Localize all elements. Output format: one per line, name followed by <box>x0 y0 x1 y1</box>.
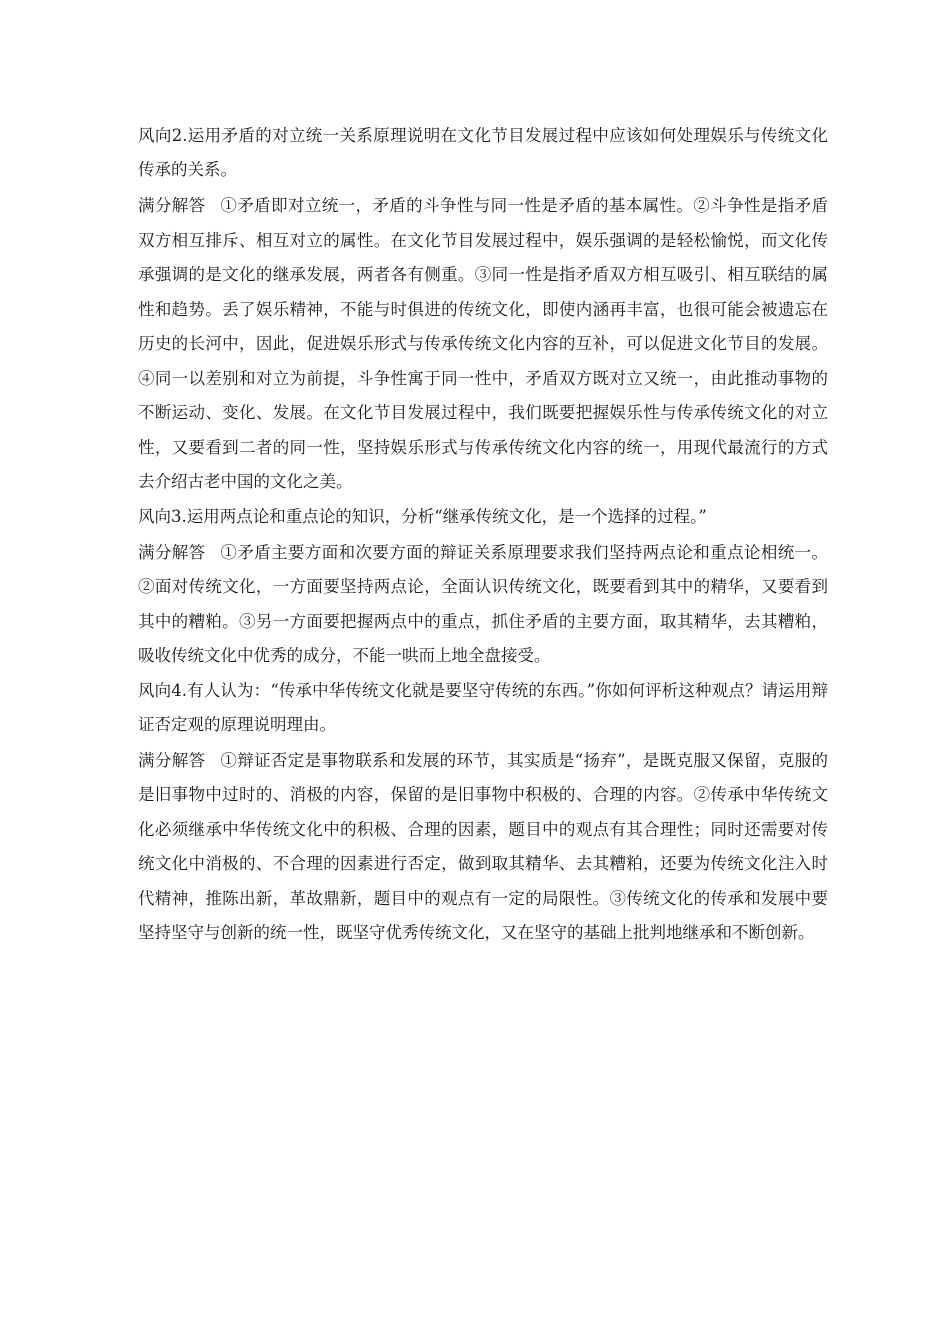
question-4: 风向4.有人认为：“传承中华传统文化就是要坚守传统的东西。”你如何评析这种观点？请运用辩证否定观的原理说明理由。 <box>138 680 828 734</box>
answer-label: 满分解答 <box>138 196 206 215</box>
answer-text: ①辩证否定是事物联系和发展的环节，其实质是“扬弃”，是既克服又保留，克服的是旧事物中过时的、消极的内容，保留的是旧事物中积极的、合理的内容。②传承中华传统文化必须继承中华传统文化中的积极、合理的因素，题目中的观点有其合理性；同时还需要对传统文化中消极的、不合理的因素进行否定，做到取其精华、去其糟粕，还要为传统文化注入时代精神，推陈出新，革故鼎新，题目中的观点有一定的局限性。③传统文化的传承和发展中要坚持坚守与创新的统一性，既坚守优秀传统文化，又在坚守的基础上批判地继承和不断创新。 <box>138 750 829 942</box>
answer-label: 满分解答 <box>138 542 206 562</box>
document-body <box>138 119 828 951</box>
answer-4 <box>138 744 828 951</box>
answer-text: ①矛盾主要方面和次要方面的辩证关系原理要求我们坚持两点论和重点论相统一。②面对传统文化，一方面要坚持两点论，全面认识传统文化，既要看到其中的精华，又要看到其中的糟粕。③另一方面要把握两点中的重点，抓住矛盾的主要方面，取其精华，去其糟粕，吸收传统文化中优秀的成分，不能一哄而上地全盘接受。 <box>138 542 829 665</box>
answer-text: ①矛盾即对立统一，矛盾的斗争性与同一性是矛盾的基本属性。②斗争性是指矛盾双方相互排斥、相互对立的属性。在文化节目发展过程中，娱乐强调的是轻松愉悦，而文化传承强调的是文化的继承发展，两者各有侧重。③同一性是指矛盾双方相互吸引、相互联结的属性和趋势。丢了娱乐精神，不能与时俱进的传统文化，即使内涵再丰富，也很可能会被遗忘在历史的长河中，因此，促进娱乐形式与传承传统文化内容的互补，可以促进文化节目的发展。④同一以差别和对立为前提，斗争性寓于同一性中，矛盾双方既对立又统一，由此推动事物的不断运动、变化、发展。在文化节目发展过程中，我们既要把握娱乐性与传承传统文化的对立性，又要看到二者的同一性，坚持娱乐形式与传承传统文化内容的统一，用现代最流行的方式去介绍古老中国的文化之美。 <box>138 196 829 491</box>
question-2: 风向2.运用矛盾的对立统一关系原理说明在文化节目发展过程中应该如何处理娱乐与传统文化传承的关系。 <box>138 126 828 179</box>
answer-3 <box>138 536 828 674</box>
answer-2 <box>138 189 828 500</box>
answer-label: 满分解答 <box>138 750 206 770</box>
question-3: 风向3.运用两点论和重点论的知识，分析“继承传统文化，是一个选择的过程。” <box>138 506 707 526</box>
